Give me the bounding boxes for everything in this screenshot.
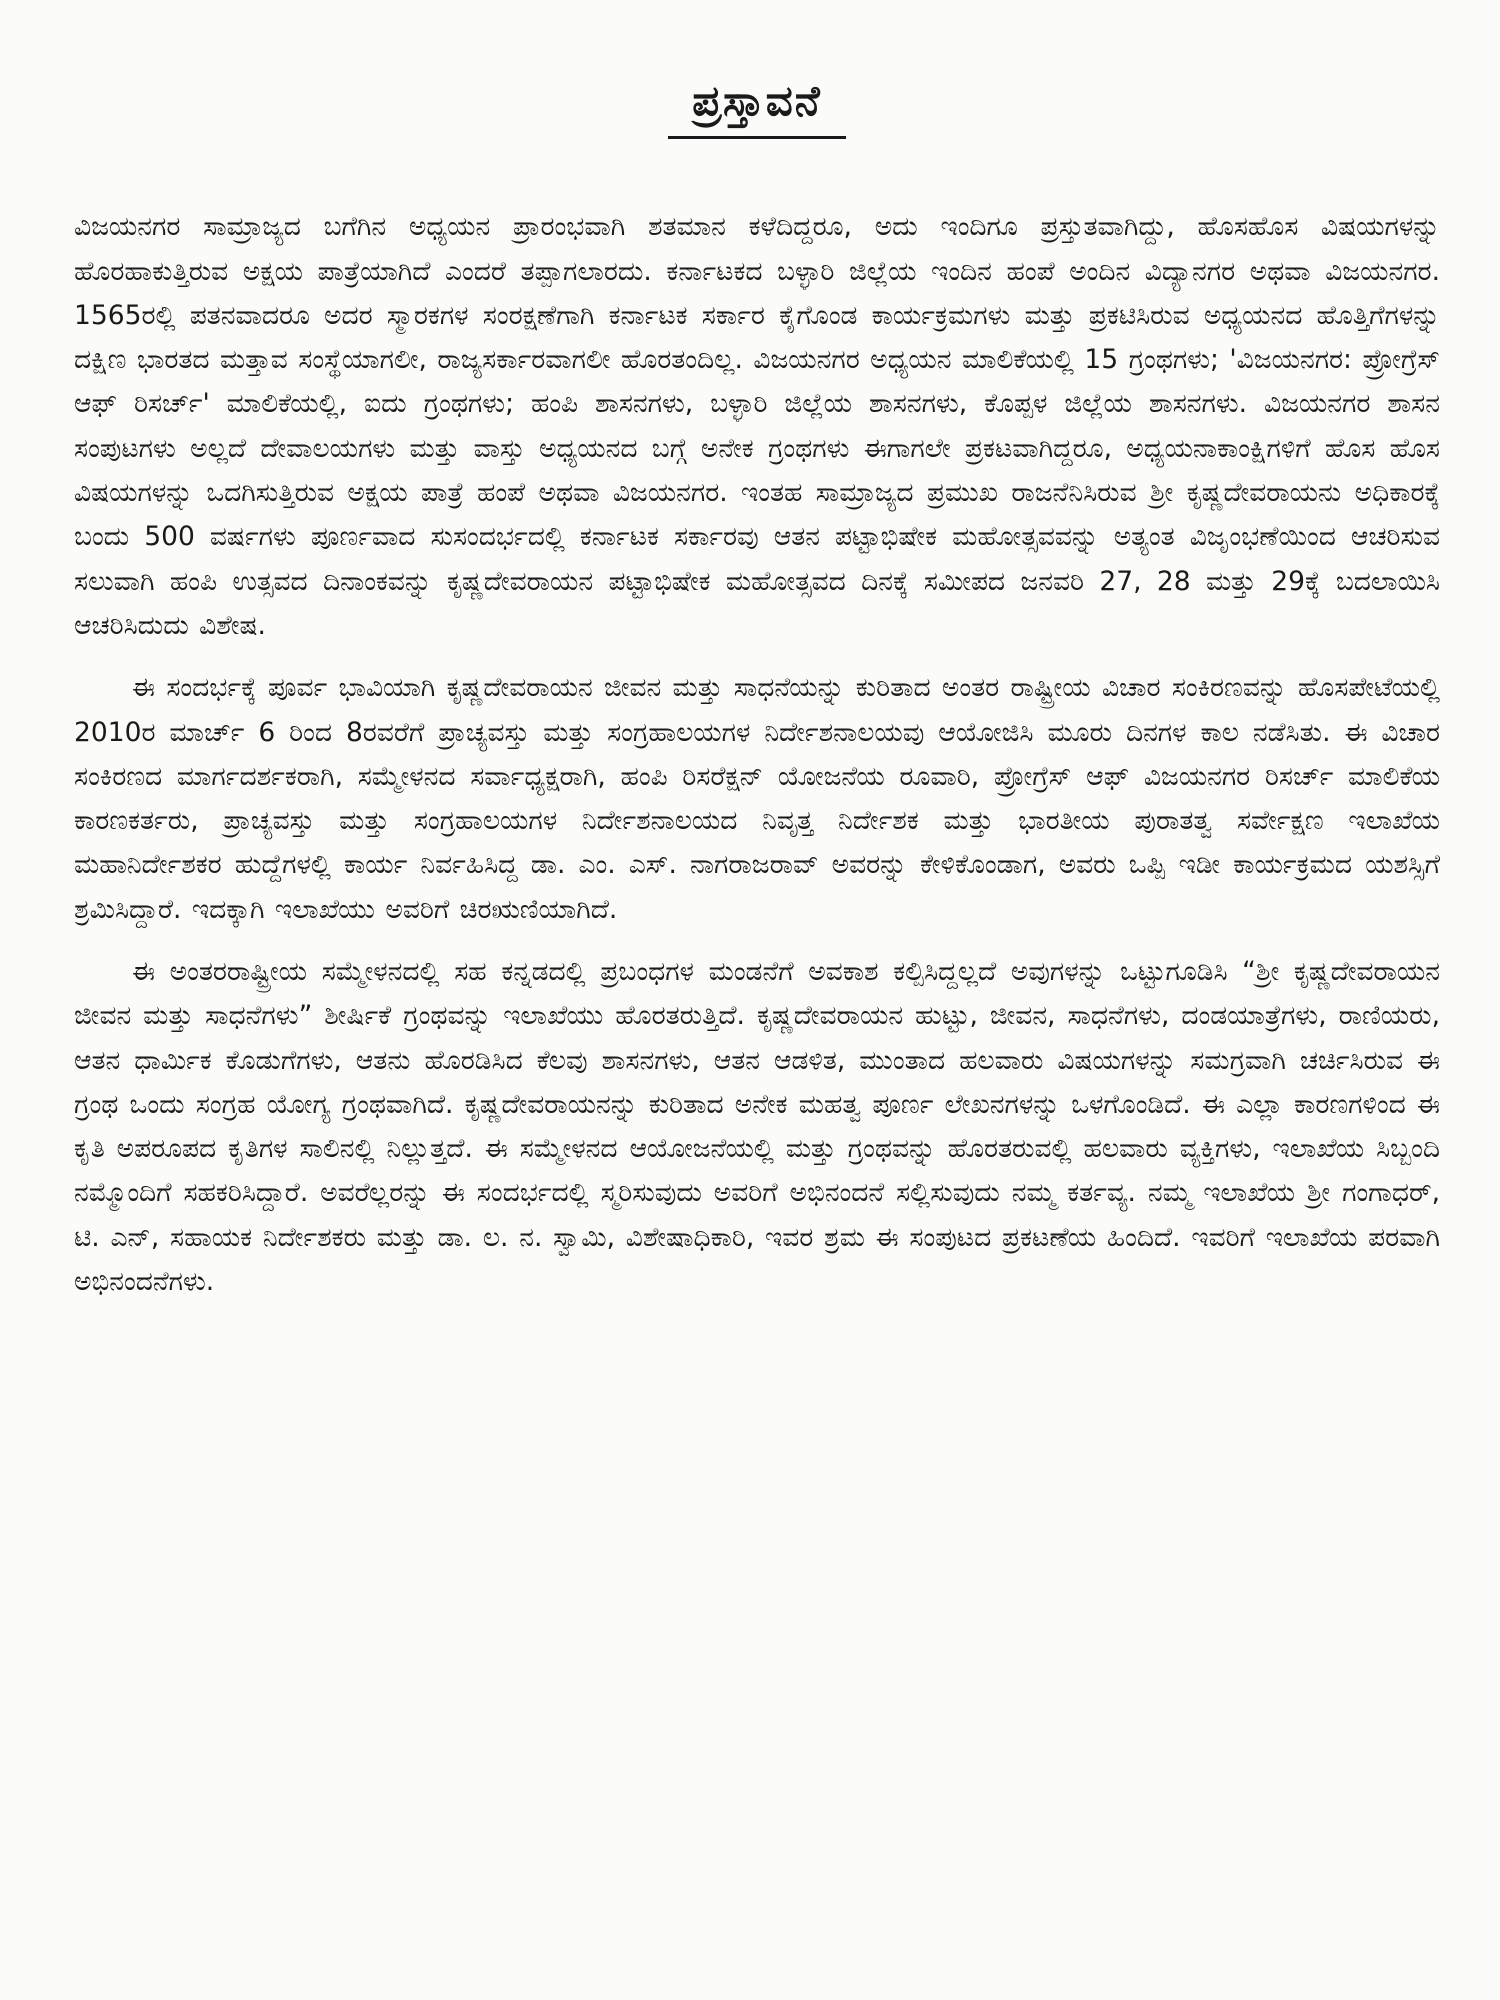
paragraph-3: ಈ ಅಂತರರಾಷ್ಟ್ರೀಯ ಸಮ್ಮೇಳನದಲ್ಲಿ ಸಹ ಕನ್ನಡದಲ್ಲಿ ಪ್ರಬಂಧಗಳ ಮಂಡನೆಗೆ ಅವಕಾಶ ಕಲ್ಪಿಸಿದ್ದಲ್ಲದೆ ಅವುಗಳನ್ನು ಒಟ್ಟುಗೂಡಿಸಿ “ಶ್ರೀ ಕೃಷ್ಣದೇವರಾಯನ ಜೀವನ ಮತ್ತು ಸಾಧನೆಗಳು” ಶೀರ್ಷಿಕೆ ಗ್ರಂಥವನ್ನು ಇಲಾಖೆಯು ಹೊರತರುತ್ತಿದೆ. ಕೃಷ್ಣದೇವರಾಯನ ಹುಟ್ಟು, ಜೀವನ, ಸಾಧನೆಗಳು, ದಂಡಯಾತ್ರೆಗಳು, ರಾಣಿಯರು, ಆತನ ಧಾರ್ಮಿಕ ಕೊಡುಗೆಗಳು, ಆತನು ಹೊರಡಿಸಿದ ಕೆಲವು ಶಾಸನಗಳು, ಆತನ ಆಡಳಿತ, ಮುಂತಾದ ಹಲವಾರು ವಿಷಯಗಳನ್ನು ಸಮಗ್ರವಾಗಿ ಚರ್ಚಿಸಿರುವ ಈ ಗ್ರಂಥ ಒಂದು ಸಂಗ್ರಹ ಯೋಗ್ಯ ಗ್ರಂಥವಾಗಿದೆ. ಕೃಷ್ಣದೇವರಾಯನನ್ನು ಕುರಿತಾದ ಅನೇಕ ಮಹತ್ವ ಪೂರ್ಣ ಲೇಖನಗಳನ್ನು ಒಳಗೊಂಡಿದೆ. ಈ ಎಲ್ಲಾ ಕಾರಣಗಳಿಂದ ಈ ಕೃತಿ ಅಪರೂಪದ ಕೃತಿಗಳ ಸಾಲಿನಲ್ಲಿ ನಿಲ್ಲುತ್ತದೆ. ಈ ಸಮ್ಮೇಳನದ ಆಯೋಜನೆಯಲ್ಲಿ ಮತ್ತು ಗ್ರಂಥವನ್ನು ಹೊರತರುವಲ್ಲಿ ಹಲವಾರು ವ್ಯಕ್ತಿಗಳು, ಇಲಾಖೆಯ ಸಿಬ್ಬಂದಿ ನಮ್ಮೊಂದಿಗೆ ಸಹಕರಿಸಿದ್ದಾರೆ. ಅವರೆಲ್ಲರನ್ನು ಈ ಸಂದರ್ಭದಲ್ಲಿ ಸ್ಮರಿಸುವುದು ಅವರಿಗೆ ಅಭಿನಂದನೆ ಸಲ್ಲಿಸುವುದು ನಮ್ಮ ಕರ್ತವ್ಯ. ನಮ್ಮ ಇಲಾಖೆಯ ಶ್ರೀ ಗಂಗಾಧರ್, ಟಿ. ಎನ್, ಸಹಾಯಕ ನಿರ್ದೇಶಕರು ಮತ್ತು ಡಾ. ಲ. ನ. ಸ್ವಾಮಿ, ವಿಶೇಷಾಧಿಕಾರಿ, ಇವರ ಶ್ರಮ ಈ ಸಂಪುಟದ ಪ್ರಕಟಣೆಯ ಹಿಂದಿದೆ. ಇವರಿಗೆ ಇಲಾಖೆಯ ಪರವಾಗಿ ಅಭಿನಂದನೆಗಳು. (74, 956, 1440, 1298)
paragraph-1: ವಿಜಯನಗರ ಸಾಮ್ರಾಜ್ಯದ ಬಗೆಗಿನ ಅಧ್ಯಯನ ಪ್ರಾರಂಭವಾಗಿ ಶತಮಾನ ಕಳೆದಿದ್ದರೂ, ಅದು ಇಂದಿಗೂ ಪ್ರಸ್ತುತವಾಗಿದ್ದು, ಹೊಸಹೊಸ ವಿಷಯಗಳನ್ನು ಹೊರಹಾಕುತ್ತಿರುವ ಅಕ್ಷಯ ಪಾತ್ರೆಯಾಗಿದೆ ಎಂದರೆ ತಪ್ಪಾಗಲಾರದು. ಕರ್ನಾಟಕದ ಬಳ್ಳಾರಿ ಜಿಲ್ಲೆಯ ಇಂದಿನ ಹಂಪೆ ಅಂದಿನ ವಿದ್ಯಾನಗರ ಅಥವಾ ವಿಜಯನಗರ. 1565ರಲ್ಲಿ ಪತನವಾದರೂ ಅದರ ಸ್ಮಾರಕಗಳ ಸಂರಕ್ಷಣೆಗಾಗಿ ಕರ್ನಾಟಕ ಸರ್ಕಾರ ಕೈಗೊಂಡ ಕಾರ್ಯಕ್ರಮಗಳು ಮತ್ತು ಪ್ರಕಟಿಸಿರುವ ಅಧ್ಯಯನದ ಹೊತ್ತಿಗೆಗಳನ್ನು ದಕ್ಷಿಣ ಭಾರತದ ಮತ್ತಾವ ಸಂಸ್ಥೆಯಾಗಲೀ, ರಾಜ್ಯಸರ್ಕಾರವಾಗಲೀ ಹೊರತಂದಿಲ್ಲ. ವಿಜಯನಗರ ಅಧ್ಯಯನ ಮಾಲಿಕೆಯಲ್ಲಿ 15 ಗ್ರಂಥಗಳು; 'ವಿಜಯನಗರ: ಪ್ರೋಗ್ರೆಸ್ ಆಫ್ ರಿಸರ್ಚ್' ಮಾಲಿಕೆಯಲ್ಲಿ, ಐದು ಗ್ರಂಥಗಳು; ಹಂಪಿ ಶಾಸನಗಳು, ಬಳ್ಳಾರಿ ಜಿಲ್ಲೆಯ ಶಾಸನಗಳು, ಕೊಪ್ಪಳ ಜಿಲ್ಲೆಯ ಶಾಸನಗಳು. ವಿಜಯನಗರ ಶಾಸನ ಸಂಪುಟಗಳು ಅಲ್ಲದೆ ದೇವಾಲಯಗಳು ಮತ್ತು ವಾಸ್ತು ಅಧ್ಯಯನದ ಬಗ್ಗೆ ಅನೇಕ ಗ್ರಂಥಗಳು ಈಗಾಗಲೇ ಪ್ರಕಟವಾಗಿದ್ದರೂ, ಅಧ್ಯಯನಾಕಾಂಕ್ಷಿಗಳಿಗೆ ಹೊಸ ಹೊಸ ವಿಷಯಗಳನ್ನು ಒದಗಿಸುತ್ತಿರುವ ಅಕ್ಷಯ ಪಾತ್ರೆ ಹಂಪೆ ಅಥವಾ ವಿಜಯನಗರ. ಇಂತಹ ಸಾಮ್ರಾಜ್ಯದ ಪ್ರಮುಖ ರಾಜನೆನಿಸಿರುವ ಶ್ರೀ ಕೃಷ್ಣದೇವರಾಯನು ಅಧಿಕಾರಕ್ಕೆ ಬಂದು 500 ವರ್ಷಗಳು ಪೂರ್ಣವಾದ ಸುಸಂದರ್ಭದಲ್ಲಿ ಕರ್ನಾಟಕ ಸರ್ಕಾರವು ಆತನ ಪಟ್ಟಾಭಿಷೇಕ ಮಹೋತ್ಸವವನ್ನು ಅತ್ಯಂತ ವಿಜೃಂಭಣೆಯಿಂದ ಆಚರಿಸುವ ಸಲುವಾಗಿ ಹಂಪಿ ಉತ್ಸವದ ದಿನಾಂಕವನ್ನು ಕೃಷ್ಣದೇವರಾಯನ ಪಟ್ಟಾಭಿಷೇಕ ಮಹೋತ್ಸವದ ದಿನಕ್ಕೆ ಸಮೀಪದ ಜನವರಿ 27, 28 ಮತ್ತು 29ಕ್ಕೆ ಬದಲಾಯಿಸಿ ಆಚರಿಸಿದುದು ವಿಶೇಷ. (74, 211, 1440, 641)
paragraph-2: ಈ ಸಂದರ್ಭಕ್ಕೆ ಪೂರ್ವ ಭಾವಿಯಾಗಿ ಕೃಷ್ಣದೇವರಾಯನ ಜೀವನ ಮತ್ತು ಸಾಧನೆಯನ್ನು ಕುರಿತಾದ ಅಂತರ ರಾಷ್ಟ್ರೀಯ ವಿಚಾರ ಸಂಕಿರಣವನ್ನು ಹೊಸಪೇಟೆಯಲ್ಲಿ 2010ರ ಮಾರ್ಚ್ 6 ರಿಂದ 8ರವರೆಗೆ ಪ್ರಾಚ್ಯವಸ್ತು ಮತ್ತು ಸಂಗ್ರಹಾಲಯಗಳ ನಿರ್ದೇಶನಾಲಯವು ಆಯೋಜಿಸಿ ಮೂರು ದಿನಗಳ ಕಾಲ ನಡೆಸಿತು. ಈ ವಿಚಾರ ಸಂಕಿರಣದ ಮಾರ್ಗದರ್ಶಕರಾಗಿ, ಸಮ್ಮೇಳನದ ಸರ್ವಾಧ್ಯಕ್ಷರಾಗಿ, ಹಂಪಿ ರಿಸರೆಕ್ಷನ್ ಯೋಜನೆಯ ರೂವಾರಿ, ಪ್ರೋಗ್ರೆಸ್ ಆಫ್ ವಿಜಯನಗರ ರಿಸರ್ಚ್ ಮಾಲಿಕೆಯ ಕಾರಣಕರ್ತರು, ಪ್ರಾಚ್ಯವಸ್ತು ಮತ್ತು ಸಂಗ್ರಹಾಲಯಗಳ ನಿರ್ದೇಶನಾಲಯದ ನಿವೃತ್ತ ನಿರ್ದೇಶಕ ಮತ್ತು ಭಾರತೀಯ ಪುರಾತತ್ವ ಸರ್ವೇಕ್ಷಣ ಇಲಾಖೆಯ ಮಹಾನಿರ್ದೇಶಕರ ಹುದ್ದೆಗಳಲ್ಲಿ ಕಾರ್ಯ ನಿರ್ವಹಿಸಿದ್ದ ಡಾ. ಎಂ. ಎಸ್. ನಾಗರಾಜರಾವ್ ಅವರನ್ನು ಕೇಳಿಕೊಂಡಾಗ, ಅವರು ಒಪ್ಪಿ ಇಡೀ ಕಾರ್ಯಕ್ರಮದ ಯಶಸ್ಸಿಗೆ ಶ್ರಮಿಸಿದ್ದಾರೆ. ಇದಕ್ಕಾಗಿ ಇಲಾಖೆಯು ಅವರಿಗೆ ಚಿರಋಣಿಯಾಗಿದೆ. (74, 672, 1440, 925)
title-container (74, 48, 1440, 167)
page-title: ಪ್ರಸ್ತಾವನೆ (668, 76, 845, 139)
